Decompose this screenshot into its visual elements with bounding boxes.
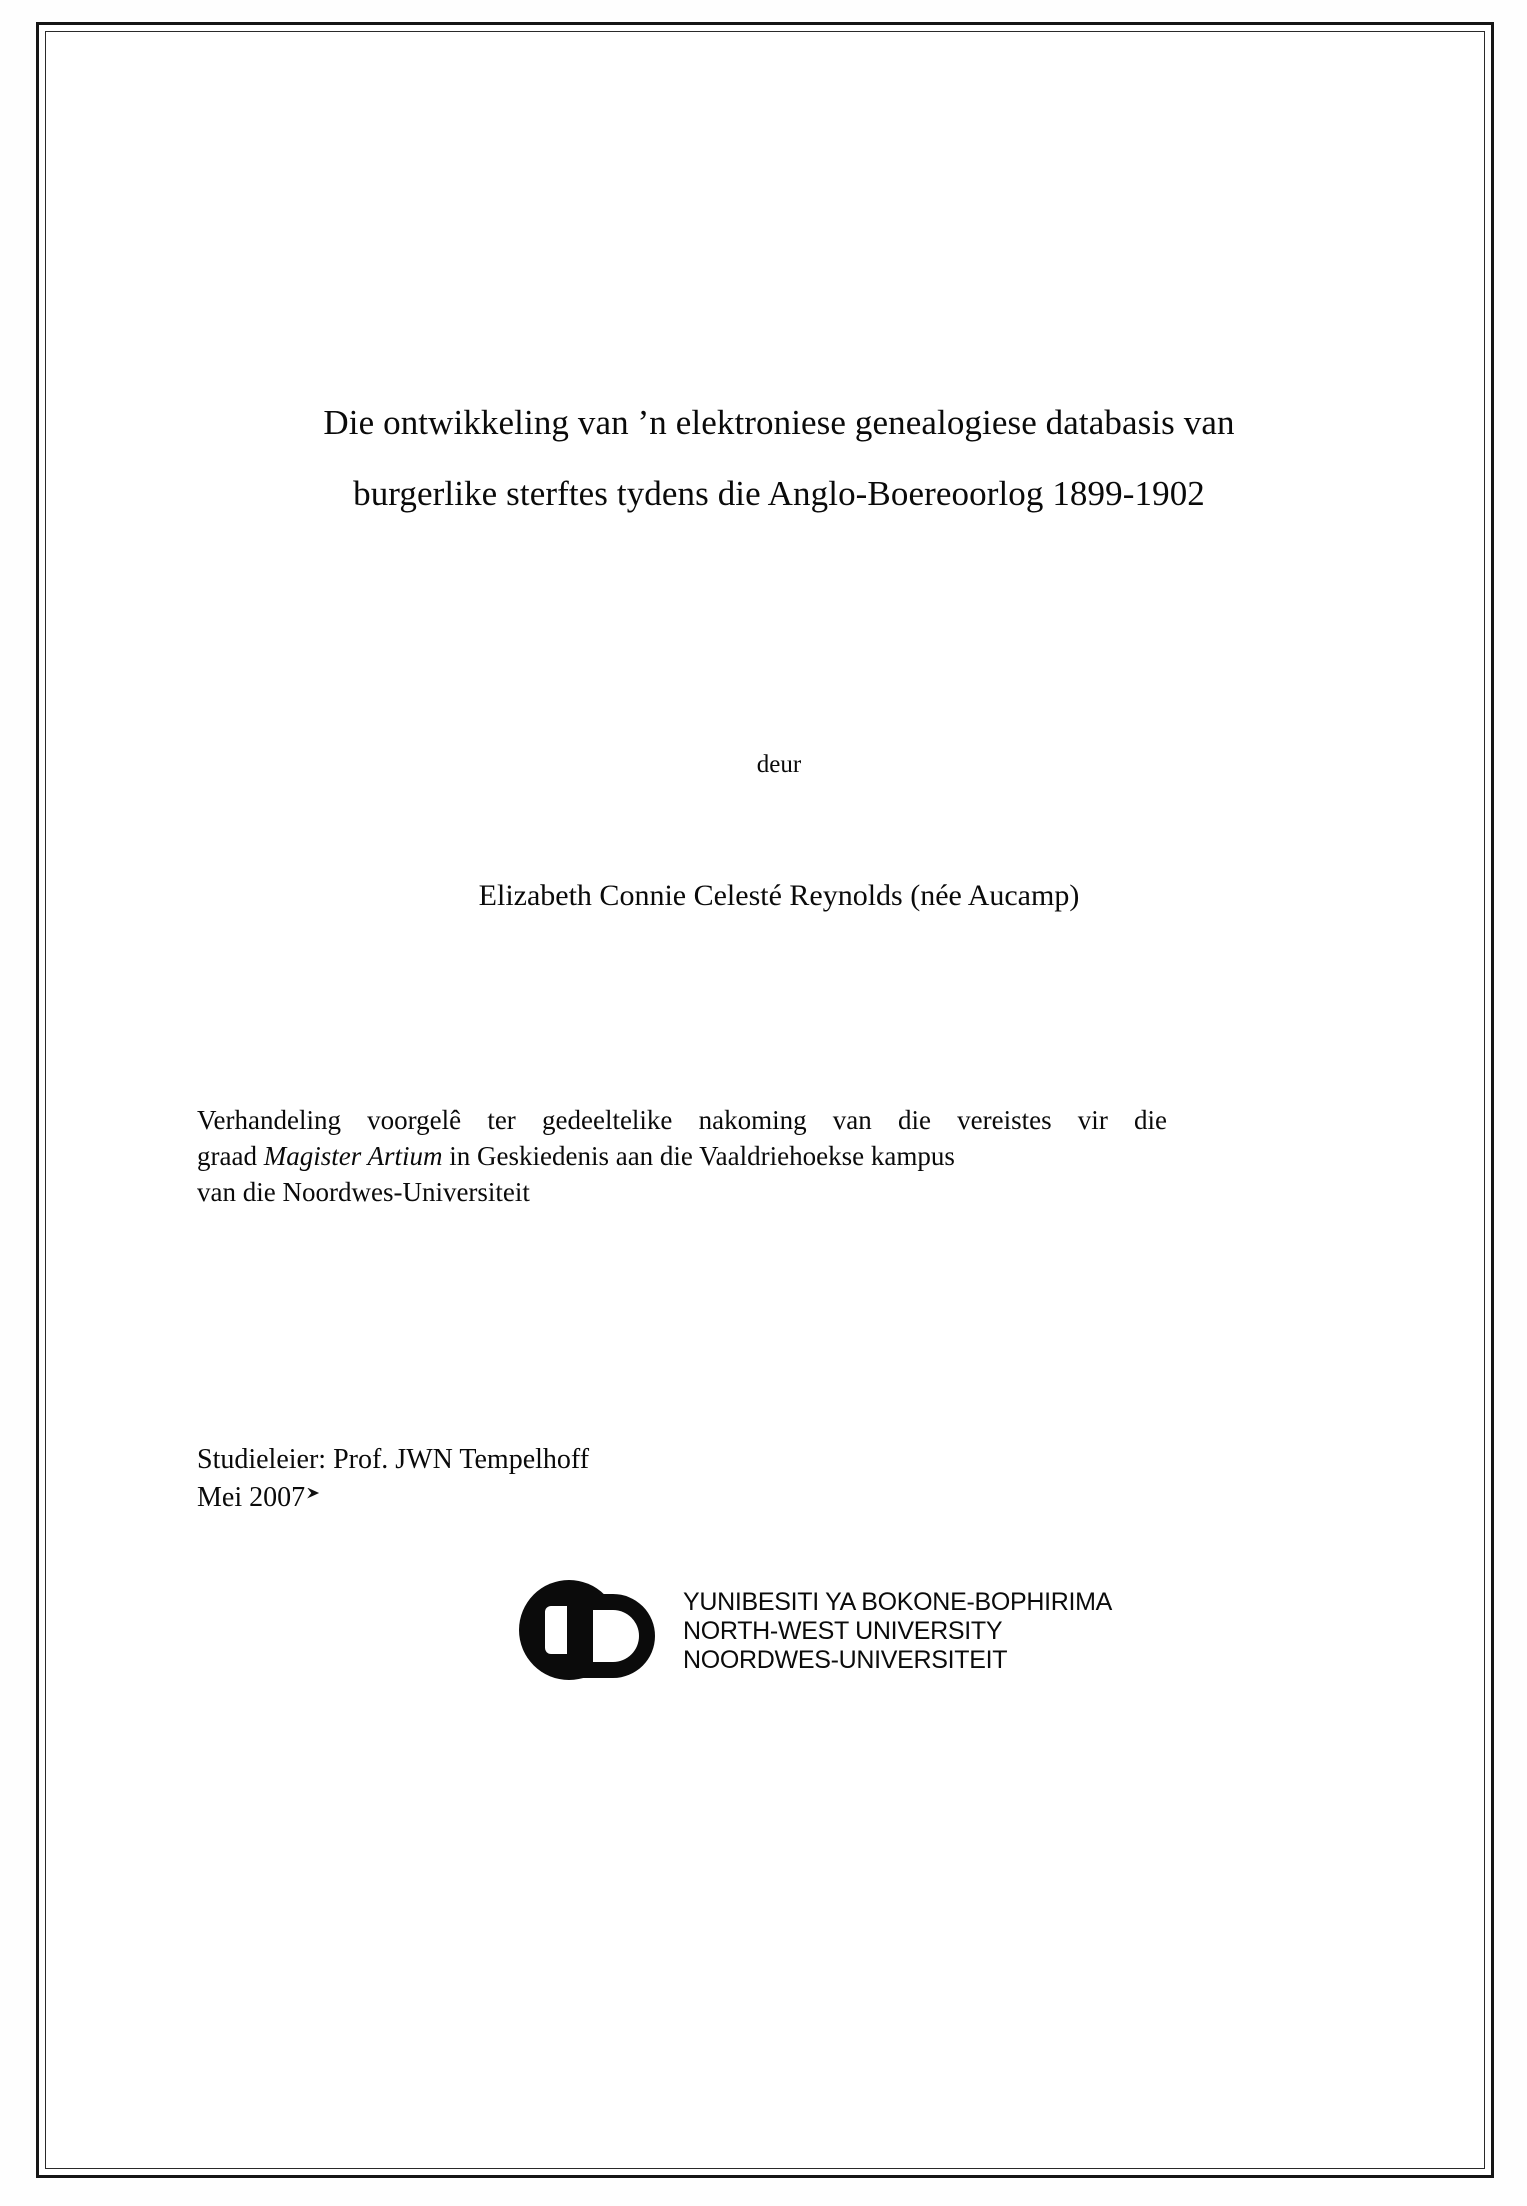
degree-statement-line-2-prefix: graad [197,1140,264,1171]
degree-statement-line-2-suffix: in Geskiedenis aan die Vaaldriehoekse kampus [442,1140,955,1171]
title-line-2: burgerlike sterftes tydens die Anglo-Boereoorlog 1899-1902 [353,474,1205,513]
university-logo [519,1576,1369,1686]
supervisor-block [197,1441,1369,1517]
degree-statement-line-3: van die Noordwes-Universiteit [197,1176,530,1207]
by-label: deur [756,751,802,778]
north-west-university-logo-icon [519,1576,669,1686]
degree-name: Magister Artium [263,1140,443,1171]
page-title [189,405,1369,511]
logo-text-line-1: YUNIBESITI YA BOKONE-BOPHIRIMA [683,1587,1113,1616]
scan-border [36,22,1494,2178]
degree-statement-line-2 [197,1139,1167,1175]
university-logo-text [683,1588,1112,1675]
supervisor-line: Studieleier: Prof. JWN Tempelhoff [197,1443,590,1475]
logo-text-line-2: NORTH-WEST UNIVERSITY [683,1616,1003,1645]
logo-text-line-3: NOORDWES-UNIVERSITEIT [683,1645,1008,1674]
title-page-content [189,85,1369,2115]
degree-statement-line-1: Verhandeling voorgelê ter gedeeltelike nakoming van die vereistes vir die [197,1105,1167,1135]
title-line-1: Die ontwikkeling van ’n elektroniese genealogiese databasis van [323,403,1235,442]
degree-statement [197,1103,1167,1211]
author-name: Elizabeth Connie Celesté Reynolds (née Aucamp) [478,879,1080,912]
date-line: Mei 2007 [197,1479,305,1517]
